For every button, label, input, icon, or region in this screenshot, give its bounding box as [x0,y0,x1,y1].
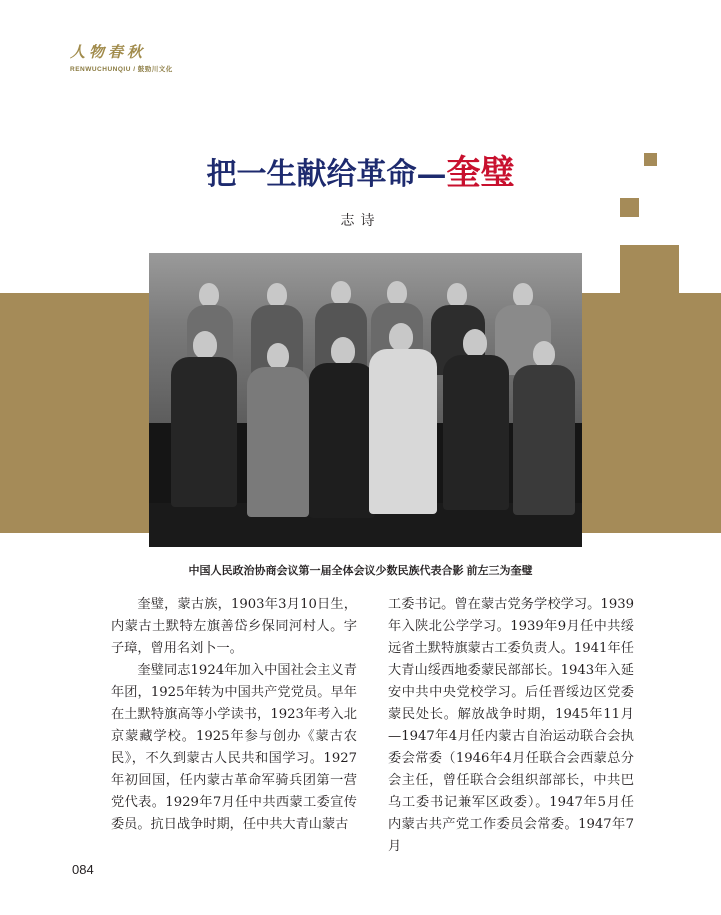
person-head [199,283,219,307]
person-head [331,281,351,305]
person-body [247,367,309,517]
article-title [0,145,721,194]
decor-square-small [644,153,657,166]
person-body [309,363,375,518]
person-head [267,283,287,307]
person-body [369,349,437,514]
person-head [331,337,355,365]
article-author: 志诗 [340,213,381,229]
person-body [171,357,237,507]
section-title: 人物春秋 [70,43,147,61]
section-subtitle: RENWUCHUNQIU / 鼓勁川文化 [70,66,173,73]
group-photo [149,253,582,547]
decor-band-left [0,293,150,533]
person-body [513,365,575,515]
person-head [267,343,289,369]
paragraph: 奎璧，蒙古族，1903年3月10日生，内蒙古土默特左旗善岱乡保同河村人。字子璋，曾用名刘卜一。 [111,597,357,656]
person-head [193,331,217,359]
section-header [70,41,173,73]
body-column-2 [388,594,634,858]
person-head [533,341,555,367]
photo-caption: 中国人民政治协商会议第一届全体会议少数民族代表合影 前左三为奎璧 [188,565,533,577]
decor-square-medium [620,198,639,217]
person-head [447,283,467,307]
person-head [463,329,487,357]
person-body [443,355,509,510]
decor-band-right [582,293,721,533]
person-head [389,323,413,351]
paragraph: 奎璧同志1924年加入中国社会主义青年团，1925年转为中国共产党党员。早年在土默特旗高等小学读书，1923年考入北京蒙藏学校。1925年参与创办《蒙古农民》，不久到蒙古人民共和国学习。1927年初回国，任内蒙古革命军骑兵团第一营党代表。1929年7月任中共西蒙工委宣传委员。抗日战争时期，任中共大青山蒙古 [111,663,357,832]
article-title-main: 把一生献给革命— [206,157,447,192]
paragraph: 工委书记。曾在蒙古党务学校学习。1939年入陕北公学学习。1939年9月任中共绥远省土默特旗蒙古工委负责人。1941年任大青山绥西地委蒙民部部长。1943年入延安中共中央党校学习。后任晋绥边区党委蒙民处长。解放战争时期，1945年11月—1947年4月任内蒙古自治运动联合会执委会常委（1946年4月任联合会西蒙总分会主任，曾任联合会组织部部长，中共巴乌工委书记兼军区政委）。1947年5月任内蒙古共产党工作委员会常委。1947年7月 [388,597,634,854]
body-column-1 [111,594,357,836]
article-title-name: 奎璧 [446,153,515,193]
page-number: 084 [72,862,94,877]
person-head [513,283,533,307]
person-head [387,281,407,305]
